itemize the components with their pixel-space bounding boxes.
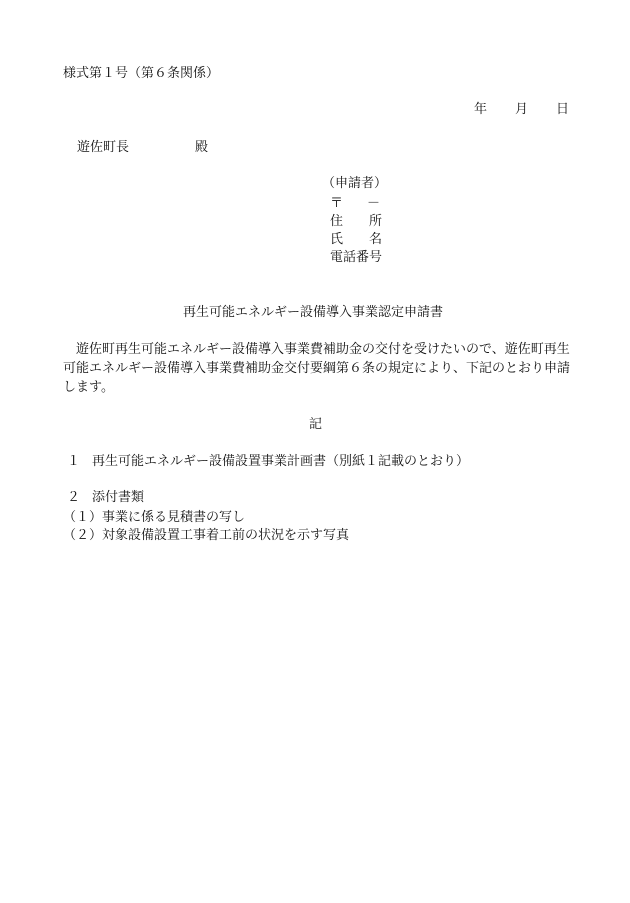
name-label-1: 氏	[330, 232, 344, 247]
item-2-number: ２	[67, 490, 81, 505]
date-day-label: 日	[556, 102, 570, 117]
postal-code-row	[330, 197, 380, 210]
item-1-number: １	[67, 454, 81, 469]
form-number: 様式第１号（第６条関係）	[63, 66, 220, 81]
ki-heading: 記	[309, 417, 323, 432]
addressee-honorific: 殿	[195, 140, 209, 155]
postal-mark: 〒	[330, 196, 344, 211]
addressee	[77, 141, 208, 154]
addressee-name: 遊佐町長	[77, 140, 130, 155]
body-paragraph: 遊佐町再生可能エネルギー設備導入事業費補助金の交付を受けたいので、遊佐町再生可能エネルギー設備導入事業費補助金交付要綱第６条の規定により、下記のとおり申請します。	[63, 342, 571, 395]
document-title: 再生可能エネルギー設備導入事業認定申請書	[183, 305, 444, 320]
item-1	[67, 455, 469, 468]
attachment-item-1: （１）事業に係る見積書の写し	[63, 510, 246, 525]
address-row	[330, 215, 382, 228]
phone-row	[330, 251, 382, 264]
phone-label: 電話番号	[330, 250, 383, 265]
date-month-label: 月	[515, 102, 529, 117]
item-2	[67, 491, 144, 504]
item-1-text: 再生可能エネルギー設備設置事業計画書（別紙１記載のとおり）	[92, 454, 470, 469]
address-label-2: 所	[369, 214, 383, 229]
attachment-item-2: （２）対象設備設置工事着工前の状況を示す写真	[63, 528, 350, 543]
postal-dash: －	[367, 196, 381, 211]
date-line	[474, 103, 569, 116]
item-2-text: 添付書類	[92, 490, 145, 505]
name-label-2: 名	[369, 232, 383, 247]
applicant-label: （申請者）	[322, 176, 388, 191]
address-label-1: 住	[330, 214, 344, 229]
name-row	[330, 233, 382, 246]
date-year-label: 年	[474, 102, 488, 117]
